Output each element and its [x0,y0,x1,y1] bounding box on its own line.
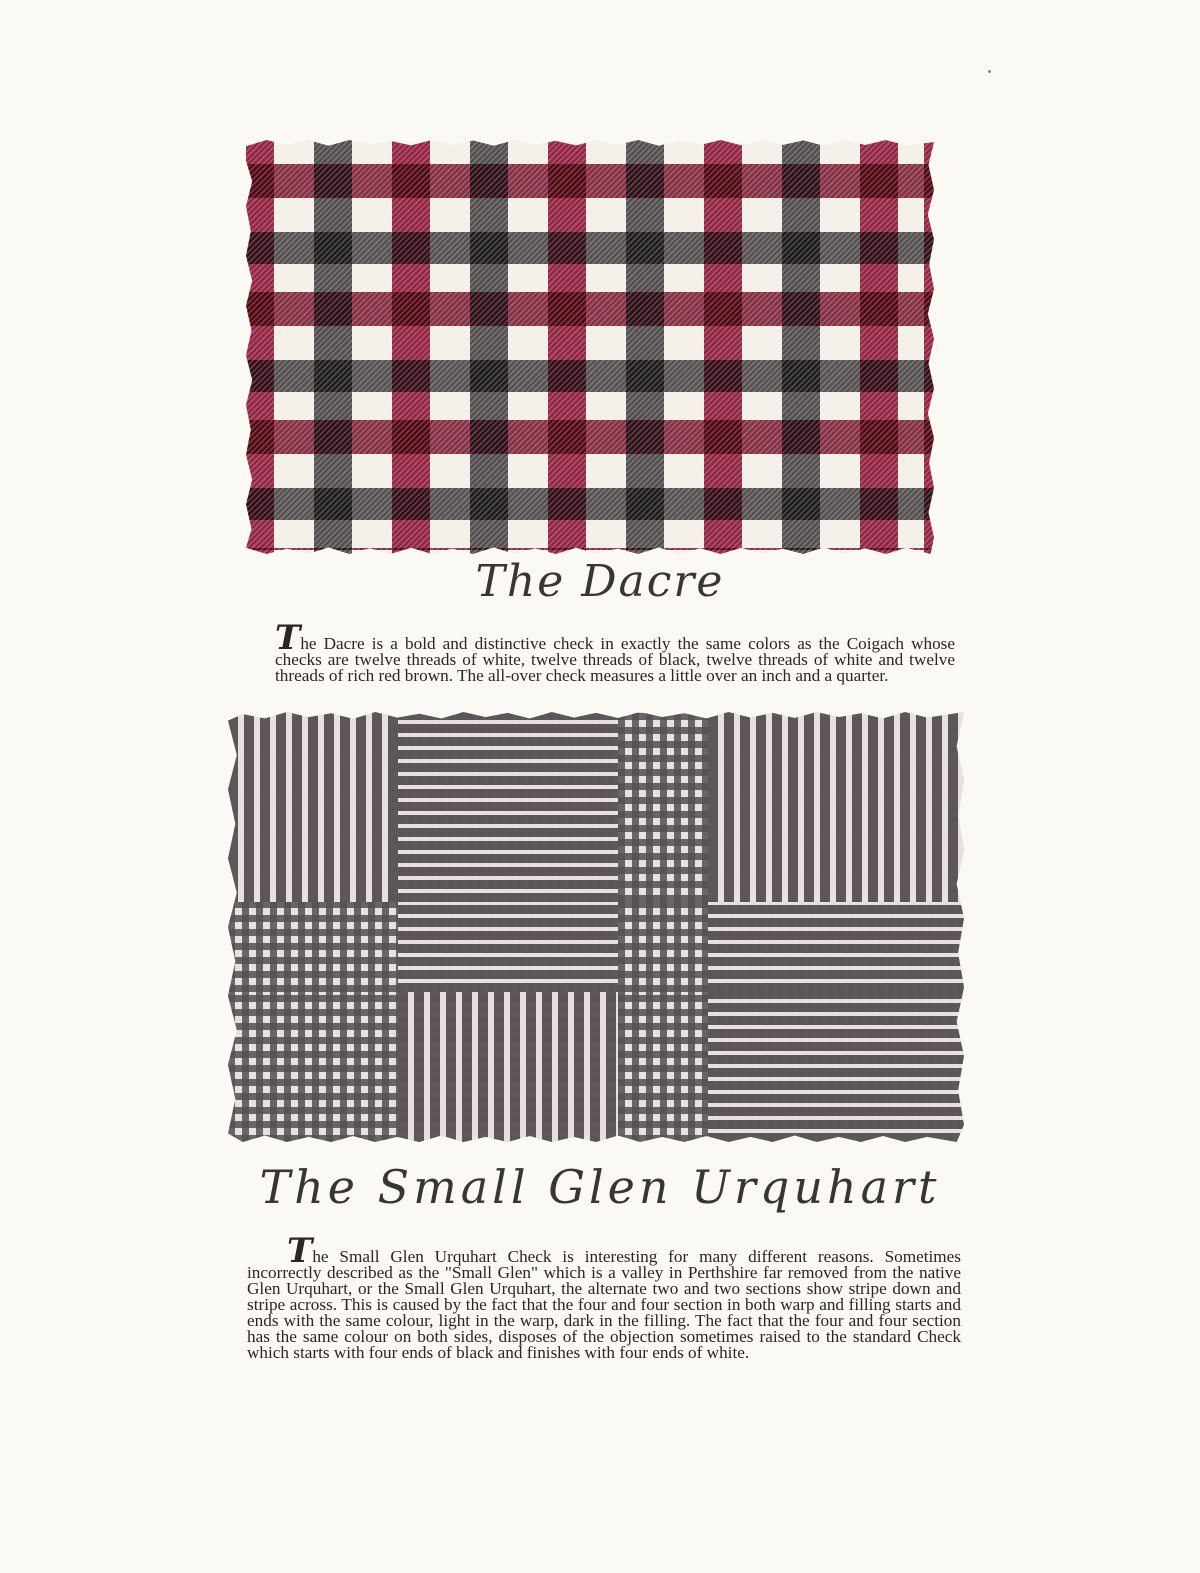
dacre-twill-texture [246,140,934,554]
glen-section-houndstooth [228,992,398,1142]
glen-section-houndstooth [618,902,708,992]
glen-urquhart-description-text: he Small Glen Urquhart Check is interesting for many different reasons. Sometimes incorrectly described as the "Small Glen" which is a valley in Perthshire far removed from the native Glen Urquhart, or the Small Glen Urquhart, the alternate two and two sections show stripe down and stripe across. This is caused by the fact that the four and four section in both warp and filling starts and ends with the same colour, light in the warp, dark in the filling. The fact that the four and four section has the same colour on both sides, disposes of the objection sometimes raised to the standard Check which starts with four ends of black and finishes with four ends of white. [247,1247,961,1362]
dacre-title: The Dacre [475,556,725,607]
dacre-fabric-swatch [246,140,934,554]
glen-section-vertical-stripe [228,712,398,902]
glen-urquhart-fabric-swatch [228,712,964,1142]
glen-urquhart-description [247,1231,961,1362]
glen-urquhart-dropcap: T [287,1231,313,1271]
dacre-description [275,618,955,685]
page-speck [988,70,991,73]
dacre-dropcap: T [275,618,301,658]
glen-section-horizontal-stripe [708,992,964,1142]
glen-urquhart-title: The Small Glen Urquhart [259,1160,941,1214]
dacre-description-text: he Dacre is a bold and distinctive check in exactly the same colors as the Coigach whose checks are twelve threads of white, twelve threads of black, twelve threads of white and twelve threads of rich red brown. The all-over check measures a little over an inch and a quarter. [275,634,955,685]
glen-section-houndstooth [228,902,398,992]
glen-section-vertical-stripe [398,992,618,1142]
glen-section-horizontal-stripe [398,902,618,992]
glen-section-houndstooth [618,992,708,1142]
glen-section-horizontal-stripe [398,712,618,902]
glen-section-vertical-stripe [708,712,964,902]
glen-section-horizontal-stripe [708,902,964,992]
glen-section-houndstooth [618,712,708,902]
